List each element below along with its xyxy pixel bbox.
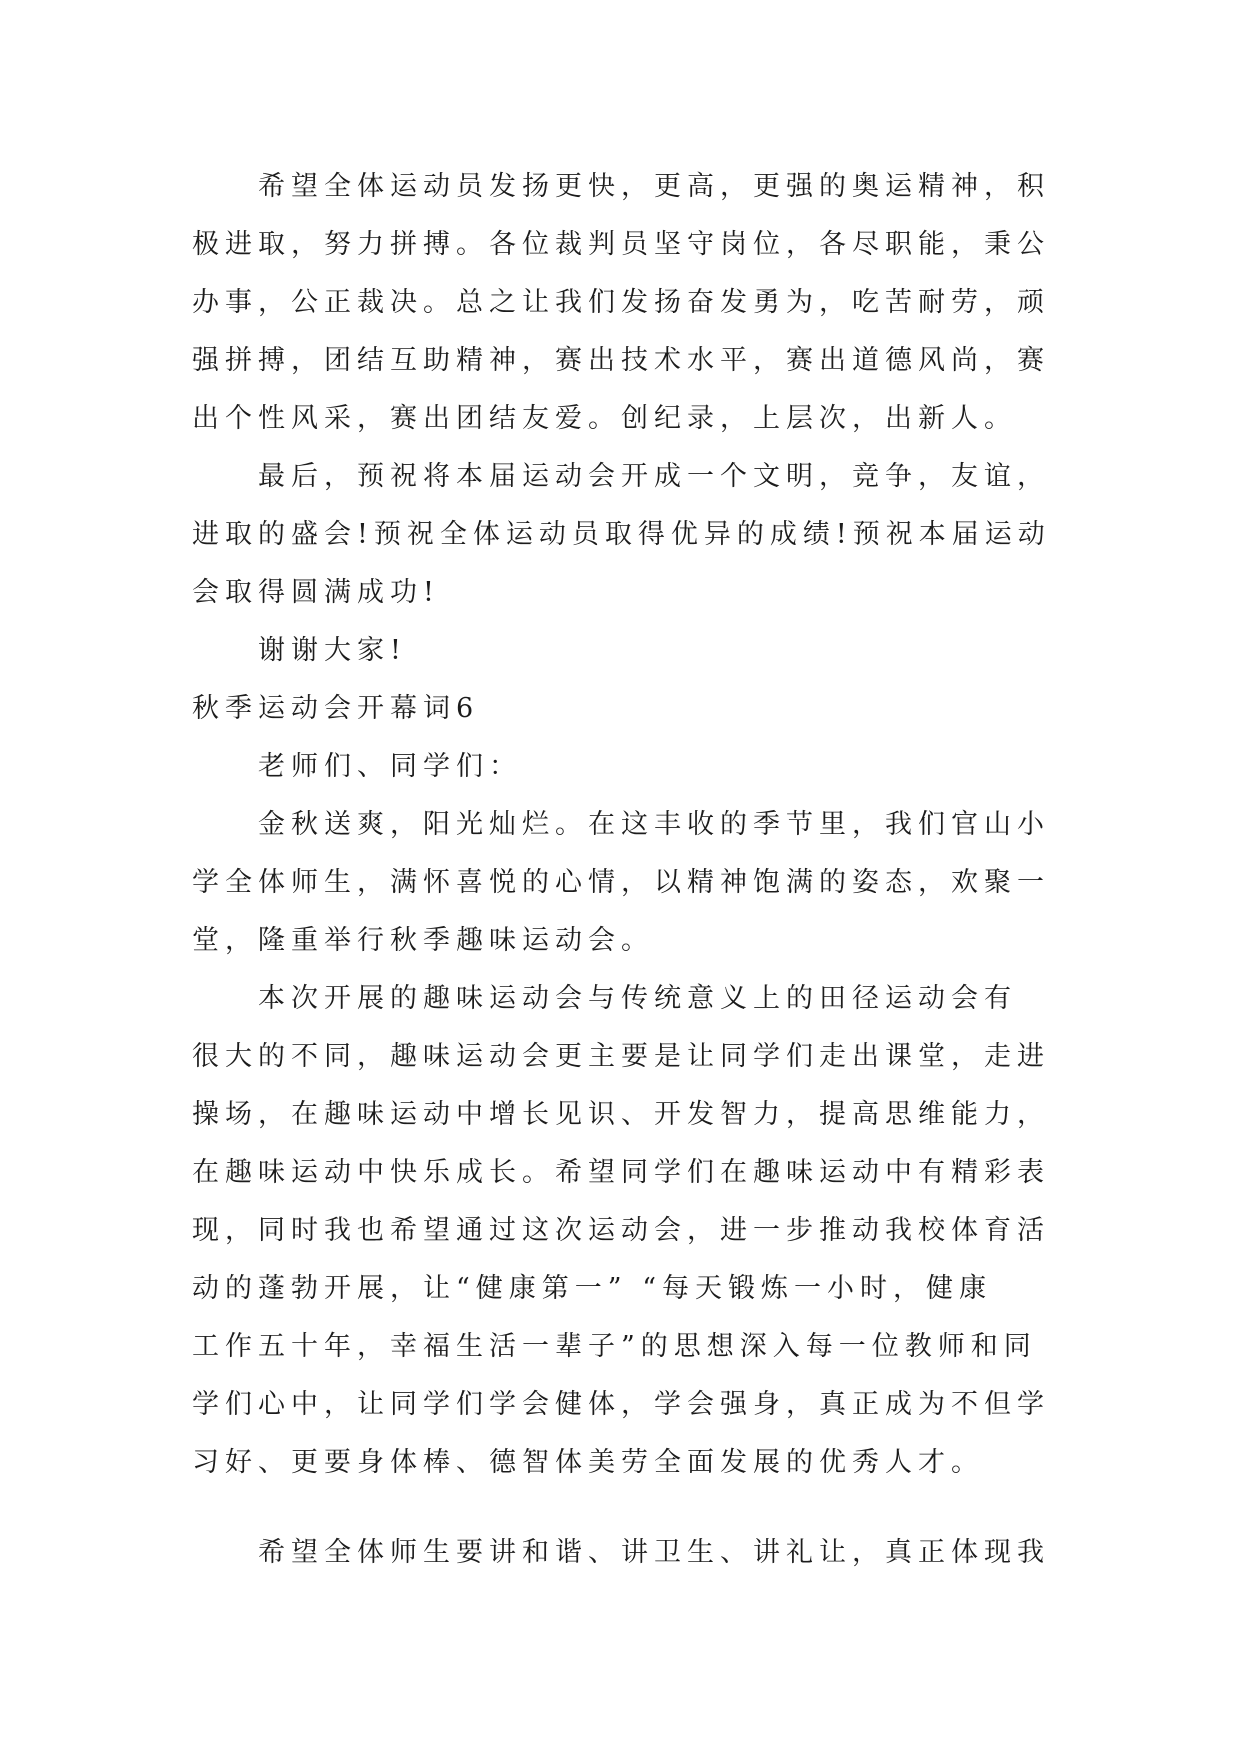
- paragraph-final-wishes: [192, 448, 1072, 622]
- paragraph-line: 动的蓬勃开展，让“健康第一” “每天锻炼一小时，健康: [192, 1273, 992, 1304]
- paragraph-line: 老师们、同学们：: [258, 751, 522, 782]
- paragraph-hopes-teachers-students: [192, 1524, 1072, 1582]
- section-title-text: 秋季运动会开幕词6: [192, 693, 480, 724]
- paragraph-line: 工作五十年，幸福生活一辈子”的思想深入每一位教师和同: [192, 1331, 1037, 1362]
- paragraph-closing-hopes: [192, 158, 1072, 448]
- paragraph-opening: [192, 796, 1072, 970]
- paragraph-line: 堂，隆重举行秋季趣味运动会。: [192, 925, 654, 956]
- paragraph-line: 现，同时我也希望通过这次运动会，进一步推动我校体育活: [192, 1215, 1050, 1246]
- paragraph-line: 希望全体师生要讲和谐、讲卫生、讲礼让，真正体现我: [258, 1537, 1050, 1568]
- paragraph-thanks: [192, 622, 1072, 680]
- paragraph-line: 谢谢大家!: [258, 635, 407, 666]
- paragraph-line: 操场，在趣味运动中增长见识、开发智力，提高思维能力，: [192, 1099, 1050, 1130]
- document-body: [192, 158, 1072, 1582]
- section-title: [192, 680, 1072, 738]
- paragraph-salutation: [192, 738, 1072, 796]
- paragraph-line: 金秋送爽，阳光灿烂。在这丰收的季节里，我们官山小: [258, 809, 1050, 840]
- paragraph-line: 学全体师生，满怀喜悦的心情，以精神饱满的姿态，欢聚一: [192, 867, 1050, 898]
- paragraph-line: 会取得圆满成功!: [192, 577, 440, 608]
- paragraph-line: 希望全体运动员发扬更快，更高，更强的奥运精神，积: [258, 171, 1050, 202]
- paragraph-line: 强拼搏，团结互助精神，赛出技术水平，赛出道德风尚，赛: [192, 345, 1050, 376]
- paragraph-line: 习好、更要身体棒、德智体美劳全面发展的优秀人才。: [192, 1447, 984, 1478]
- paragraph-line: 极进取，努力拼搏。各位裁判员坚守岗位，各尽职能，秉公: [192, 229, 1050, 260]
- paragraph-line: 学们心中，让同学们学会健体，学会强身，真正成为不但学: [192, 1389, 1050, 1420]
- paragraph-line: 在趣味运动中快乐成长。希望同学们在趣味运动中有精彩表: [192, 1157, 1050, 1188]
- paragraph-line: 很大的不同，趣味运动会更主要是让同学们走出课堂，走进: [192, 1041, 1050, 1072]
- paragraph-line: 办事，公正裁决。总之让我们发扬奋发勇为，吃苦耐劳，顽: [192, 287, 1050, 318]
- paragraph-line: 出个性风采，赛出团结友爱。创纪录，上层次，出新人。: [192, 403, 1017, 434]
- paragraph-line: 最后，预祝将本届运动会开成一个文明，竞争，友谊，: [258, 461, 1050, 492]
- paragraph-purpose: [192, 970, 1072, 1492]
- paragraph-line: 本次开展的趣味运动会与传统意义上的田径运动会有: [258, 983, 1017, 1014]
- paragraph-line: 进取的盛会!预祝全体运动员取得优异的成绩!预祝本届运动: [192, 519, 1051, 550]
